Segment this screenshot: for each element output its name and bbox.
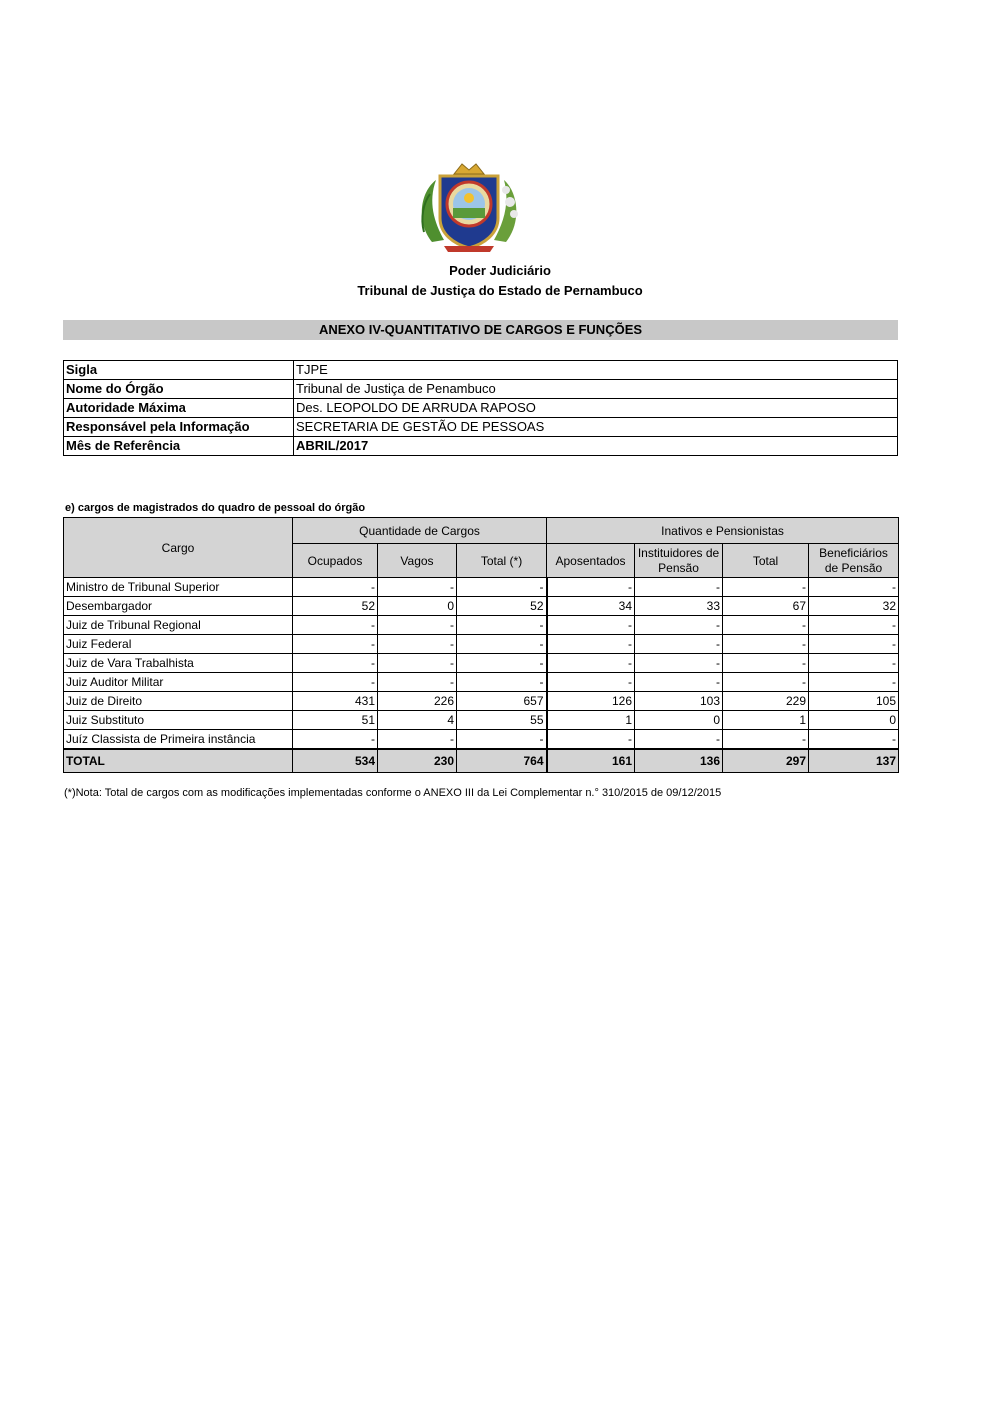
value-cell: 103 xyxy=(635,692,723,711)
cargo-cell: Juíz Classista de Primeira instância xyxy=(64,730,293,750)
cargos-table xyxy=(63,517,899,773)
table-row xyxy=(64,673,899,692)
annex-title: ANEXO IV-QUANTITATIVO DE CARGOS E FUNÇÕES xyxy=(63,320,898,340)
value-cell: - xyxy=(547,673,635,692)
value-cell: 51 xyxy=(293,711,378,730)
info-row xyxy=(64,361,898,380)
value-cell: - xyxy=(723,635,809,654)
value-cell: - xyxy=(378,635,457,654)
value-cell: - xyxy=(635,616,723,635)
col-header-ocupados: Ocupados xyxy=(293,544,378,578)
value-cell: 230 xyxy=(378,749,457,773)
value-cell: 229 xyxy=(723,692,809,711)
value-cell: - xyxy=(635,730,723,750)
cargo-cell: Juiz de Direito xyxy=(64,692,293,711)
value-cell: - xyxy=(378,654,457,673)
value-cell: - xyxy=(293,730,378,750)
value-cell: - xyxy=(547,730,635,750)
value-cell: - xyxy=(723,578,809,597)
col-header-beneficiarios xyxy=(809,544,899,578)
cargo-cell: TOTAL xyxy=(64,749,293,773)
value-cell: 137 xyxy=(809,749,899,773)
value-cell: 0 xyxy=(635,711,723,730)
value-cell: - xyxy=(809,654,899,673)
value-cell: - xyxy=(547,616,635,635)
col-header-vagos: Vagos xyxy=(378,544,457,578)
col-header-cargo: Cargo xyxy=(64,518,293,578)
table-row xyxy=(64,616,899,635)
value-cell: 34 xyxy=(547,597,635,616)
value-cell: 136 xyxy=(635,749,723,773)
value-cell: - xyxy=(809,578,899,597)
group-header-inativos: Inativos e Pensionistas xyxy=(547,518,899,544)
col-header-instituidores-line2: Pensão xyxy=(658,560,699,575)
value-cell: - xyxy=(723,616,809,635)
col-header-instituidores xyxy=(635,544,723,578)
value-cell: - xyxy=(723,673,809,692)
value-cell: - xyxy=(457,578,547,597)
info-value: TJPE xyxy=(294,361,898,380)
value-cell: 55 xyxy=(457,711,547,730)
value-cell: 534 xyxy=(293,749,378,773)
value-cell: 33 xyxy=(635,597,723,616)
header-line-2: Tribunal de Justiça do Estado de Pernambuco xyxy=(357,283,643,298)
cargo-cell: Desembargador xyxy=(64,597,293,616)
value-cell: - xyxy=(457,673,547,692)
value-cell: - xyxy=(293,616,378,635)
value-cell: 657 xyxy=(457,692,547,711)
info-row xyxy=(64,380,898,399)
value-cell: - xyxy=(547,654,635,673)
info-label: Responsável pela Informação xyxy=(64,418,294,437)
value-cell: 67 xyxy=(723,597,809,616)
value-cell: - xyxy=(809,635,899,654)
value-cell: - xyxy=(547,578,635,597)
value-cell: 1 xyxy=(723,711,809,730)
info-value: SECRETARIA DE GESTÃO DE PESSOAS xyxy=(294,418,898,437)
value-cell: 32 xyxy=(809,597,899,616)
value-cell: - xyxy=(635,654,723,673)
info-label: Sigla xyxy=(64,361,294,380)
value-cell: - xyxy=(293,635,378,654)
value-cell: 161 xyxy=(547,749,635,773)
col-header-instituidores-line1: Instituidores de xyxy=(637,545,720,560)
table-row xyxy=(64,578,899,597)
value-cell: - xyxy=(809,673,899,692)
value-cell: - xyxy=(293,654,378,673)
value-cell: - xyxy=(293,578,378,597)
value-cell: 52 xyxy=(457,597,547,616)
value-cell: 126 xyxy=(547,692,635,711)
info-value: Des. LEOPOLDO DE ARRUDA RAPOSO xyxy=(294,399,898,418)
value-cell: 52 xyxy=(293,597,378,616)
value-cell: - xyxy=(723,654,809,673)
value-cell: - xyxy=(635,673,723,692)
info-row xyxy=(64,399,898,418)
info-row xyxy=(64,437,898,456)
col-header-aposentados: Aposentados xyxy=(547,544,635,578)
table-row xyxy=(64,692,899,711)
value-cell: - xyxy=(809,730,899,750)
value-cell: - xyxy=(457,635,547,654)
info-label: Nome do Órgão xyxy=(64,380,294,399)
info-value: ABRIL/2017 xyxy=(294,437,898,456)
value-cell: - xyxy=(635,578,723,597)
value-cell: 431 xyxy=(293,692,378,711)
group-header-quantidade: Quantidade de Cargos xyxy=(293,518,547,544)
value-cell: - xyxy=(378,730,457,750)
cargo-cell: Juiz Substituto xyxy=(64,711,293,730)
table-row xyxy=(64,730,899,750)
value-cell: 226 xyxy=(378,692,457,711)
col-header-beneficiarios-line1: Beneficiários xyxy=(819,545,888,560)
cargo-cell: Ministro de Tribunal Superior xyxy=(64,578,293,597)
value-cell: 1 xyxy=(547,711,635,730)
total-row xyxy=(64,749,899,773)
col-header-total-quantidade: Total (*) xyxy=(457,544,547,578)
coat-of-arms-logo xyxy=(414,162,524,254)
value-cell: 0 xyxy=(378,597,457,616)
table-row xyxy=(64,711,899,730)
section-title: e) cargos de magistrados do quadro de pessoal do órgão xyxy=(65,502,366,514)
value-cell: - xyxy=(547,635,635,654)
value-cell: - xyxy=(457,730,547,750)
value-cell: - xyxy=(293,673,378,692)
value-cell: - xyxy=(378,616,457,635)
value-cell: 105 xyxy=(809,692,899,711)
table-row xyxy=(64,635,899,654)
cargo-cell: Juiz Auditor Militar xyxy=(64,673,293,692)
info-row xyxy=(64,418,898,437)
footnote: (*)Nota: Total de cargos com as modificações implementadas conforme o ANEXO III da Lei Complementar n.° 310/2015 de 09/12/2015 xyxy=(64,787,722,799)
value-cell: 297 xyxy=(723,749,809,773)
table-row xyxy=(64,654,899,673)
value-cell: - xyxy=(723,730,809,750)
value-cell: - xyxy=(378,673,457,692)
value-cell: - xyxy=(378,578,457,597)
value-cell: 764 xyxy=(457,749,547,773)
cargo-cell: Juiz de Vara Trabalhista xyxy=(64,654,293,673)
value-cell: - xyxy=(457,654,547,673)
info-label: Mês de Referência xyxy=(64,437,294,456)
info-label: Autoridade Máxima xyxy=(64,399,294,418)
col-header-total-inativos: Total xyxy=(723,544,809,578)
value-cell: 0 xyxy=(809,711,899,730)
info-value: Tribunal de Justiça de Penambuco xyxy=(294,380,898,399)
value-cell: - xyxy=(635,635,723,654)
value-cell: - xyxy=(809,616,899,635)
value-cell: 4 xyxy=(378,711,457,730)
organ-info-table xyxy=(63,360,898,456)
value-cell: - xyxy=(457,616,547,635)
col-header-beneficiarios-line2: de Pensão xyxy=(824,560,883,575)
header-line-1: Poder Judiciário xyxy=(449,263,551,278)
table-row xyxy=(64,597,899,616)
cargo-cell: Juiz de Tribunal Regional xyxy=(64,616,293,635)
cargo-cell: Juiz Federal xyxy=(64,635,293,654)
